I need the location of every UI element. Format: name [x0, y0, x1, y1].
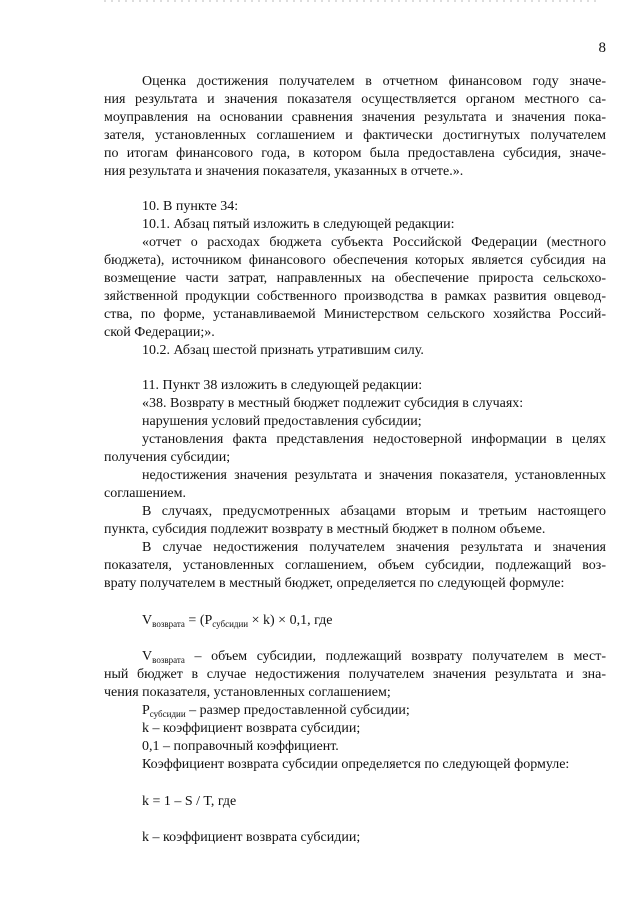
text-line: соглашением.: [104, 486, 186, 501]
page-number: 8: [598, 40, 606, 56]
text-line: ния результата и значения показателя, указанных в отчете.».: [104, 164, 464, 179]
text-line: ния результата и значения показателя осуществляется органом местного са-: [104, 92, 606, 107]
case-1: нарушения условий предоставления субсидии;: [142, 414, 422, 429]
text-line: чения показателя, установленных соглашением;: [104, 685, 391, 700]
k-intro: Коэффициент возврата субсидии определяется по следующей формуле:: [142, 757, 570, 772]
text-line: показателя, установленных соглашением, объем субсидии, подлежащий воз-: [104, 558, 606, 573]
formula-refund-volume: $V_{возврата} = (P_{субсидии} \times k) \times 0,1$, где: [142, 613, 333, 629]
scan-top-edge: [104, 0, 599, 2]
def-p-line: $P_{субсидии}$ – размер предоставленной субсидии;: [142, 703, 410, 719]
point-38: «38. Возврату в местный бюджет подлежит субсидия в случаях:: [142, 396, 524, 411]
def-correction: 0,1 – поправочный коэффициент.: [142, 739, 339, 754]
text-line: по итогам финансового года, в котором была предоставлена субсидия, значе-: [104, 146, 606, 161]
def-k: k – коэффициент возврата субсидии;: [142, 721, 361, 736]
text-line: ской Федерации;».: [104, 325, 215, 340]
text-line: Оценка достижения получателем в отчетном финансовом году значе-: [142, 74, 606, 89]
text-line: зяйственной продукции собственного производства в рамках развития овцевод-: [104, 289, 606, 304]
text-line: недостижения значения результата и значения показателя, установленных: [142, 468, 606, 483]
text-line: В случаях, предусмотренных абзацами вторым и третьим настоящего: [142, 504, 606, 519]
item-10-1: 10.1. Абзац пятый изложить в следующей редакции:: [142, 217, 455, 232]
text-line: «отчет о расходах бюджета субъекта Российской Федерации (местного: [142, 235, 606, 250]
text-line: моуправления на основании сравнения значения результата и значения пока-: [104, 110, 606, 125]
text-line: зателя, установленных соглашением и фактически достигнутых получателем: [104, 128, 606, 143]
text-line: бюджета), источником финансового обеспечения которых является субсидия на: [104, 253, 606, 268]
text-line: врату получателем в местный бюджет, определяется по следующей формуле:: [104, 576, 565, 591]
text-line: получения субсидии;: [104, 450, 231, 465]
def-k-2: k – коэффициент возврата субсидии;: [142, 830, 361, 845]
item-10-2: 10.2. Абзац шестой признать утратившим силу.: [142, 343, 424, 358]
formula-refund-coefficient: k = 1 – S / T, где: [142, 794, 237, 809]
text-line: В случае недостижения получателем значения результата и значения: [142, 540, 606, 555]
text-line: ный бюджет в случае недостижения получателем значения результата и зна-: [104, 667, 606, 682]
text-line: установления факта представления недостоверной информации в целях: [142, 432, 606, 447]
text-line: ства, по форме, устанавливаемой Министерством сельского хозяйства Россий-: [104, 307, 606, 322]
text-line: пункта, субсидия подлежит возврату в местный бюджет в полном объеме.: [104, 522, 546, 537]
item-10: 10. В пункте 34:: [142, 199, 239, 214]
text-line: возмещение части затрат, направленных на обеспечение прироста сельскохо-: [104, 271, 606, 286]
def-v-line: $V_{возврата}$ – объем субсидии, подлежащий возврату получателем в мест-: [142, 649, 606, 665]
item-11: 11. Пункт 38 изложить в следующей редакции:: [142, 378, 423, 393]
